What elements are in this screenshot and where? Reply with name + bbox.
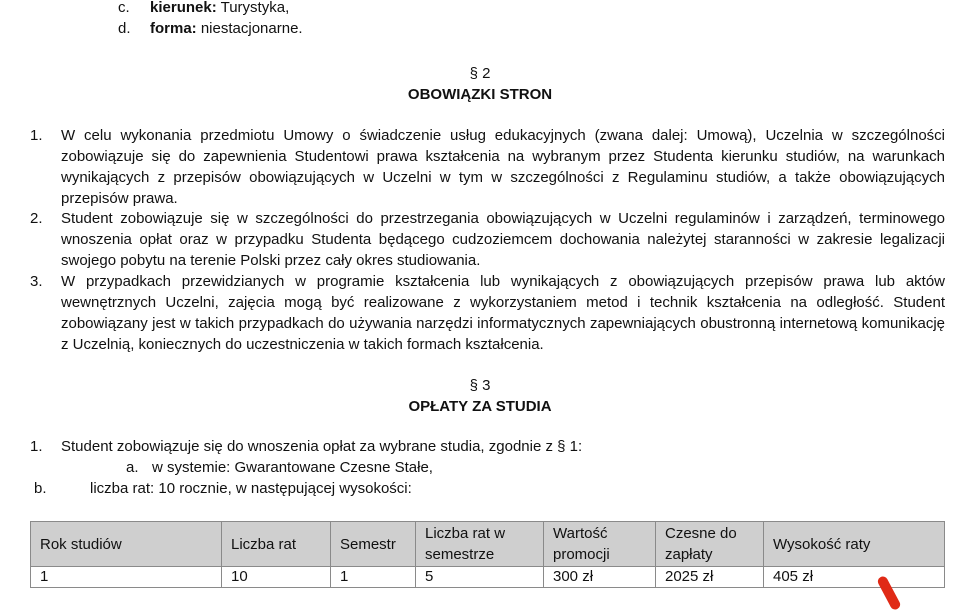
section-3-title: OPŁATY ZA STUDIA bbox=[408, 398, 552, 415]
sublist-item-d bbox=[118, 18, 131, 39]
table-header-cell: Rok studiów bbox=[31, 522, 222, 567]
item-text: W celu wykonania przedmiotu Umowy o świadczenie usług edukacyjnych (zwana dalej: Umową), Uczelnia w szczególności zobowiązuje się do zapewnienia Studentowi prawa kształcenia na wybranym przez Studenta kierunku studiów, na warunkach wynikających z przepisów obowiązujących w Uczelni w tym w szczególności z Regulaminu studiów, a także obowiązujących przepisów prawa. bbox=[61, 127, 945, 207]
sublist-letter: c. bbox=[118, 0, 130, 16]
table-cell: 2025 zł bbox=[656, 567, 764, 588]
table-header-row bbox=[31, 522, 945, 567]
item-number: 2. bbox=[30, 210, 43, 227]
section-3-sub-b bbox=[34, 478, 47, 499]
section-3-sub-a-text: w systemie: Gwarantowane Czesne Stałe, bbox=[152, 459, 433, 476]
sub-letter: b. bbox=[34, 480, 47, 497]
sublist-item-c bbox=[118, 0, 130, 18]
item-number: 1. bbox=[30, 127, 43, 144]
table-cell: 405 zł bbox=[764, 567, 945, 588]
section-3-item-1 bbox=[30, 436, 945, 457]
item-text: Student zobowiązuje się do wnoszenia opłat za wybrane studia, zgodnie z § 1: bbox=[61, 438, 583, 455]
table-header-cell: Czesne do zapłaty bbox=[656, 522, 764, 567]
section-2-item-3 bbox=[30, 271, 945, 355]
section-2-number: § 2 bbox=[469, 65, 491, 82]
item-number: 3. bbox=[30, 273, 43, 290]
table-cell: 1 bbox=[31, 567, 222, 588]
table-header-cell: Liczba rat bbox=[222, 522, 331, 567]
section-3-number: § 3 bbox=[469, 377, 491, 394]
field-label-kierunek: kierunek: bbox=[150, 0, 217, 16]
section-2-item-2 bbox=[30, 208, 945, 271]
table-header-cell: Liczba rat w semestrze bbox=[416, 522, 544, 567]
sublist-item-d-text bbox=[150, 18, 303, 39]
table-header-cell: Semestr bbox=[331, 522, 416, 567]
field-value-forma: niestacjonarne. bbox=[200, 20, 303, 37]
table-header-cell: Wysokość raty bbox=[764, 522, 945, 567]
field-label-forma: forma: bbox=[150, 20, 197, 37]
sub-letter: a. bbox=[126, 459, 139, 476]
section-3-sub-a bbox=[126, 457, 139, 478]
item-text: Student zobowiązuje się w szczególności do przestrzegania obowiązujących w Uczelni regulaminów i zarządzeń, terminowego wnoszenia opłat oraz w przypadku Studenta będącego cudzoziemcem dochowania należytej staranności w zakresie legalizacji swojego pobytu na terenie Polski przez cały okres studiowania. bbox=[61, 210, 945, 269]
table-row bbox=[31, 567, 945, 588]
section-3-sub-b-text: liczba rat: 10 rocznie, w następującej wysokości: bbox=[90, 480, 412, 497]
table-header-cell: Wartość promocji bbox=[544, 522, 656, 567]
section-2-item-1 bbox=[30, 125, 945, 209]
sublist-letter: d. bbox=[118, 20, 131, 37]
item-number: 1. bbox=[30, 438, 43, 455]
table-cell: 5 bbox=[416, 567, 544, 588]
table-cell: 300 zł bbox=[544, 567, 656, 588]
table-cell: 1 bbox=[331, 567, 416, 588]
field-value-kierunek: Turystyka, bbox=[220, 0, 290, 16]
table-cell: 10 bbox=[222, 567, 331, 588]
fee-table bbox=[30, 521, 945, 588]
item-text: W przypadkach przewidzianych w programie kształcenia lub wynikających z obowiązujących przepisów prawa lub aktów wewnętrznych Uczelni, zajęcia mogą być realizowane z wykorzystaniem metod i technik kształcenia na odległość. Student zobowiązany jest w takich przypadkach do używania narzędzi informatycznych zapewniających obustronną internetową komunikację z Uczelnią, koniecznych do uczestniczenia w takich formach kształcenia. bbox=[61, 273, 945, 353]
section-2-title: OBOWIĄZKI STRON bbox=[407, 86, 553, 103]
sublist-item-c-text bbox=[150, 0, 289, 18]
